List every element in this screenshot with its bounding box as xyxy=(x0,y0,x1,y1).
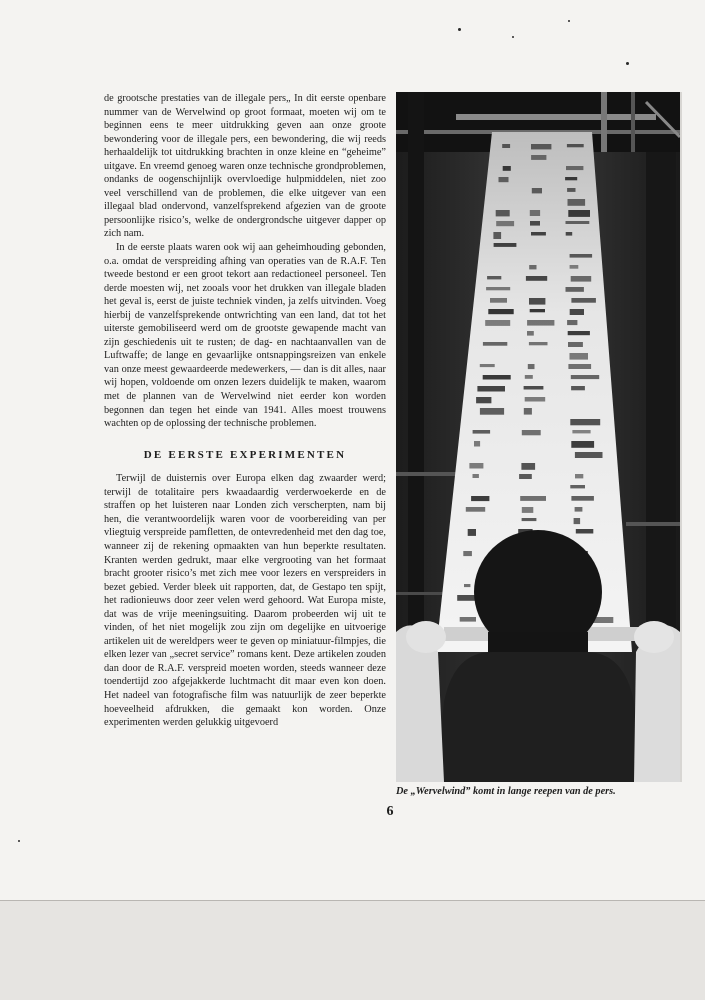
newsprint-mark xyxy=(567,188,575,192)
newsprint-mark xyxy=(570,254,593,258)
newsprint-mark xyxy=(571,375,599,379)
newsprint-mark xyxy=(567,320,577,325)
newsprint-mark xyxy=(476,397,491,403)
newsprint-mark xyxy=(473,474,479,478)
press-photo-image xyxy=(396,92,680,782)
newsprint-mark xyxy=(480,408,504,415)
newsprint-mark xyxy=(487,276,501,279)
newsprint-mark xyxy=(570,353,589,360)
newsprint-mark xyxy=(568,331,590,335)
newsprint-mark xyxy=(574,518,581,524)
newsprint-mark xyxy=(483,375,511,380)
newsprint-mark xyxy=(502,144,510,148)
newsprint-mark xyxy=(466,507,485,512)
newsprint-mark xyxy=(567,144,584,147)
newsprint-mark xyxy=(528,364,535,369)
newsprint-mark xyxy=(530,309,545,312)
newsprint-mark xyxy=(568,210,590,217)
newsprint-mark xyxy=(529,265,536,269)
dust-speck xyxy=(512,36,514,38)
newsprint-mark xyxy=(571,386,585,390)
newsprint-mark xyxy=(527,320,554,326)
newsprint-mark xyxy=(499,177,509,182)
newsprint-mark xyxy=(568,199,586,206)
newsprint-mark xyxy=(575,474,583,478)
newsprint-mark xyxy=(568,342,583,347)
newsprint-mark xyxy=(522,518,537,521)
printing-press-photo xyxy=(396,92,682,782)
newsprint-mark xyxy=(521,463,535,470)
newsprint-mark xyxy=(571,441,594,448)
newsprint-mark xyxy=(490,298,507,303)
newsprint-mark xyxy=(524,386,544,390)
newsprint-mark xyxy=(575,452,603,458)
newsprint-mark xyxy=(463,551,472,556)
newsprint-mark xyxy=(483,342,507,346)
newsprint-mark xyxy=(525,397,546,402)
newsprint-mark xyxy=(471,496,489,501)
newsprint-mark xyxy=(568,364,591,369)
newsprint-mark xyxy=(477,386,505,392)
newsprint-mark xyxy=(526,276,547,281)
dust-speck xyxy=(568,20,570,22)
newsprint-mark xyxy=(496,221,514,226)
newsprint-mark xyxy=(570,265,579,269)
newsprint-mark xyxy=(566,287,584,292)
newsprint-mark xyxy=(524,408,532,415)
paragraph-1: de grootsche prestaties van de illegale pers„ In dit eerste openbare nummer van de Wervelwind op groot formaat, moeten wij om te beginnen eens te meer uitdrukking geven aan onze groote bewondering voor de illegale pers, een bewondering, die wij reeds herhaaldelijk tot uitdrukking brachten in onze kleine en “geheime” uitgave. En vreemd genoeg waren onze technische grondproblemen, ondanks de oogenschijnlijk overvloedige hulpmiddelen, niet zoo veel verschillend van de problemen, die elke uitgever van een illegaal blad ondervond, vanzelfsprekend afgezien van de groote persoonlijke risico’s, welke de ondergrondsche uitgever dapper op zich nam. xyxy=(104,93,386,240)
newsprint-mark xyxy=(571,496,594,501)
newsprint-mark xyxy=(519,474,532,479)
newsprint-mark xyxy=(474,441,480,447)
newsprint-mark xyxy=(493,232,501,239)
newsprint-mark xyxy=(570,309,584,315)
newsprint-mark xyxy=(571,298,596,303)
newsprint-mark xyxy=(531,232,546,236)
newsprint-mark xyxy=(503,166,511,171)
newsprint-mark xyxy=(566,232,573,236)
paragraph-2: In de eerste plaats waren ook wij aan geheimhouding gebonden, o.a. omdat de verspreiding afhing van operaties van de R.A.F. Ten tweede bestond er een groot tekort aan redactioneel personeel. Ten derde moesten wij, net zooals voor het drukken van illegale bladen het geval is, eerst de juiste techniek vinden, ja zelfs uitvinden. Voeg hierbij de vanzelfsprekende ontwrichting van een land, dat tot het uiterste gemobiliseerd werd om de grootste gewapende macht van zijn geschiedenis uit te rusten; de dag- en nachtaanvallen van de Luftwaffe; de lange en gevaarlijke ontsnappingsreizen van enkele van onze meest gewaardeerde medewerkers, — dan is dit alles, naar wij hopen, voldoende om onzen lezers duidelijk te maken, waarom met de plannen van de Wervelwind niet eerder kon worden begonnen dan tegen het einde van 1941. Alles moest trouwens wachten op de oplossing der technische problemen. xyxy=(104,242,386,430)
newsprint-mark xyxy=(531,144,551,149)
newsprint-mark xyxy=(570,485,585,488)
newsprint-mark xyxy=(565,177,577,180)
newsprint-mark xyxy=(464,584,470,587)
article-column xyxy=(104,92,386,730)
section-heading: DE EERSTE EXPERIMENTEN xyxy=(143,448,347,461)
paragraph-3: Terwijl de duisternis over Europa elken dag zwaarder werd; terwijl de totalitaire pers kwaadaardig verderwoekerde en de straffen op het luisteren naar Londen zich verscherpten, nam bij hen, die verantwoordelijk waren voor de voorbereiding van per vliegtuig verspreide pamfletten, de ontevredenheid met den dag toe, wanneer zij de rekening opmaakten van hun beperkte resultaten. Kranten werden gedrukt, maar elke vergrooting van het formaat bracht grooter risico’s met zich mee voor lezers en verspreiders in bezet gebied. Verder bleek uit rapporten, dat, de Gestapo ten spijt, het radionieuws door zeer velen werd gehoord. Wat Europa miste, dat was de vrije meeningsuiting. Daarom probeerden wij uit te vinden, of het niet mogelijk zou zijn om degelijke en uitvoerige artikelen uit de wereldpers weer te geven op miniatuur-filmpjes, die elken lezer van „secret service” romans kent. Deze artikelen zouden dan door de R.A.F. verspreid moeten worden, steeds wanneer deze toendertijd zoo afgejakkerde luchtmacht dit maar even kon doen. Het nadeel van fotografische film was natuurlijk de zeer beperkte hoeveelheid afdrukken, die gemaakt kon worden. Onze experimenten werden gelukkig uitgevoerd xyxy=(104,473,386,729)
newsprint-mark xyxy=(575,507,583,512)
dust-speck xyxy=(458,28,461,31)
newsprint-mark xyxy=(530,221,540,226)
newsprint-mark xyxy=(527,331,534,336)
newsprint-mark xyxy=(566,221,590,224)
newsprint-mark xyxy=(570,419,600,425)
page-number: 6 xyxy=(386,804,394,819)
newsprint-mark xyxy=(572,430,590,433)
newsprint-mark xyxy=(566,166,583,170)
newsprint-mark xyxy=(473,430,491,434)
newsprint-mark xyxy=(529,342,548,345)
newsprint-mark xyxy=(522,507,534,513)
newsprint-mark xyxy=(469,463,483,469)
newsprint-mark xyxy=(576,529,594,534)
newsprint-mark xyxy=(532,188,542,193)
newsprint-mark xyxy=(485,320,510,326)
newsprint-mark xyxy=(529,298,545,305)
newsprint-mark xyxy=(488,309,513,314)
newsprint-mark xyxy=(486,287,510,290)
newsprint-mark xyxy=(460,617,476,622)
newsprint-mark xyxy=(571,276,592,282)
photo-caption: De „Wervelwind” komt in lange reepen van de pers. xyxy=(396,786,616,797)
dust-speck xyxy=(626,62,629,65)
newsprint-mark xyxy=(496,210,510,216)
newsprint-mark xyxy=(522,430,541,435)
newsprint-mark xyxy=(530,210,540,216)
newsprint-mark xyxy=(494,243,517,247)
newsprint-mark xyxy=(531,155,546,160)
newsprint-mark xyxy=(468,529,476,536)
newsprint-mark xyxy=(525,375,533,379)
dust-speck xyxy=(18,840,20,842)
newsprint-mark xyxy=(480,364,495,367)
newsprint-mark xyxy=(520,496,546,501)
